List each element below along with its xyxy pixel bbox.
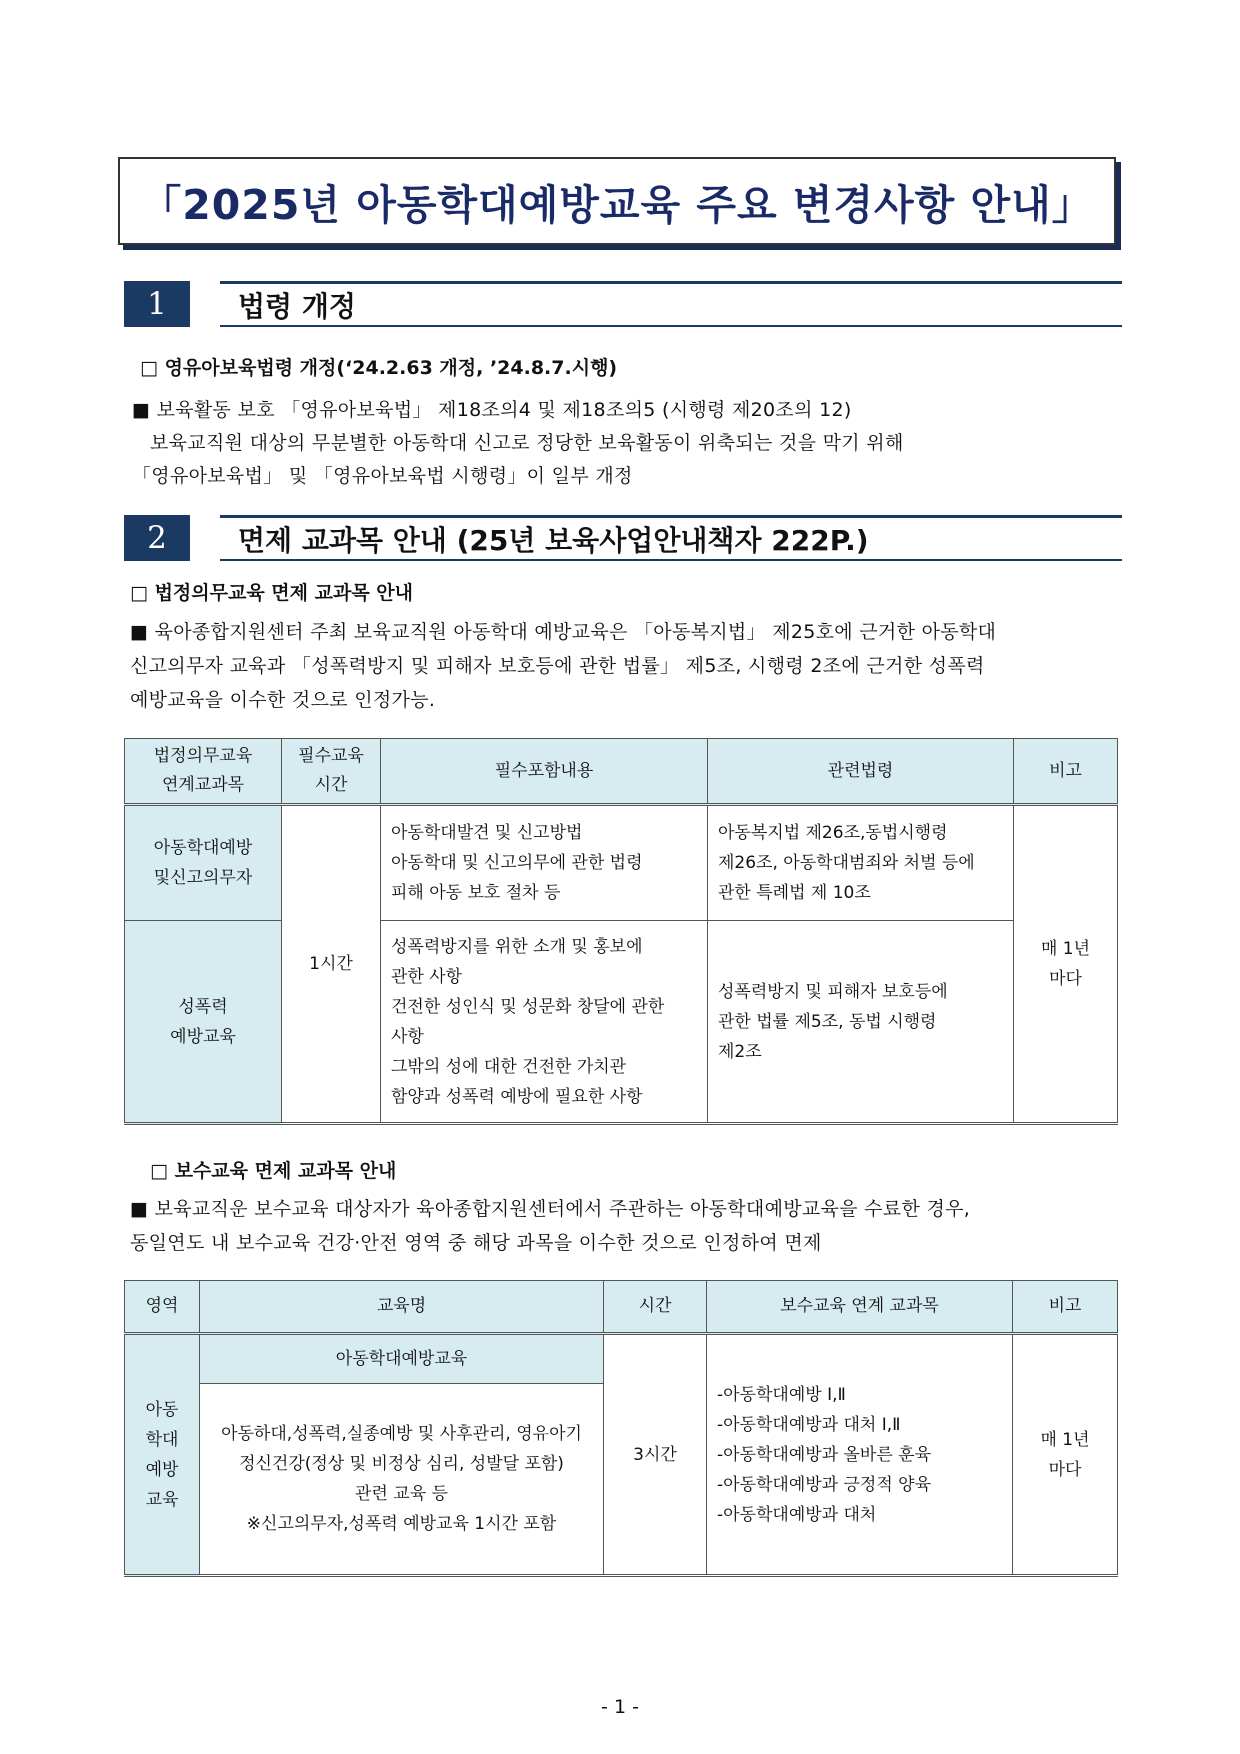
t2-linked-line: -아동학대예방 Ⅰ,Ⅱ (717, 1384, 846, 1405)
t2-header-area: 영역 (125, 1281, 200, 1334)
t2-note-line: 마다 (1048, 1459, 1082, 1480)
para1-line1-text: ■ 육아종합지원센터 주최 보육교직원 아동학대 예방교육은 「아동복지법」 제25호에 근거한 아동학대 (130, 621, 997, 643)
section-1-title: 법령 개정 (238, 290, 356, 323)
t1-row2-content-line: 사항 (391, 1026, 424, 1047)
section-1-line-3: 「영유아보육법」 및 「영유아보육법 시행령」이 일부 개정 (132, 465, 633, 487)
t2-header-note: 비고 (1013, 1281, 1118, 1334)
t2-note (1013, 1334, 1118, 1576)
t1-row2-content-line: 건전한 성인식 및 성문화 창달에 관한 (391, 996, 665, 1017)
t1-row1-subject-line: 아동학대예방 (153, 838, 253, 858)
t1-note (1014, 805, 1118, 1124)
t1-row2-content-line: 성폭력방지를 위한 소개 및 홍보에 (391, 936, 643, 957)
t1-header-note: 비고 (1014, 739, 1118, 805)
t2-area-line: 교육 (145, 1489, 179, 1510)
t2-linked-line: -아동학대예방과 올바른 훈육 (717, 1444, 932, 1465)
t1-row2-subject-line: 예방교육 (170, 1026, 236, 1047)
t1-header-content: 필수포함내용 (381, 739, 708, 805)
section-1-header (124, 281, 1122, 327)
t1-header-subject-line1: 법정의무교육 (153, 746, 253, 766)
t1-header-time-line1: 필수교육 (298, 746, 364, 766)
t2-area-line: 아동 (145, 1399, 179, 1420)
t1-row2-subject (125, 921, 282, 1124)
t2-area (125, 1334, 200, 1576)
t2-linked (707, 1334, 1013, 1576)
t2-area-line: 학대 (145, 1429, 179, 1450)
t1-row1-content (381, 805, 708, 921)
t2-edu-desc (200, 1384, 604, 1576)
t2-edu-desc-line: 관련 교육 등 (355, 1484, 448, 1504)
table-row (125, 921, 1118, 1124)
section-2-sub1: □ 법정의무교육 면제 교과목 안내 (130, 582, 414, 604)
section-2-para1-line3: 예방교육을 이수한 것으로 인정가능. (130, 689, 436, 711)
section-2-header (124, 515, 1122, 561)
t1-row1-content-line: 아동학대 및 신고의무에 관한 법령 (391, 853, 643, 873)
t2-linked-line: -아동학대예방과 대처 (717, 1504, 877, 1525)
table-mandatory-education (124, 738, 1118, 1125)
t2-area-line: 예방 (145, 1459, 179, 1480)
t1-header-subject-line2: 연계교과목 (161, 775, 245, 795)
t2-header-time: 시간 (604, 1281, 707, 1334)
t1-row1-content-line: 피해 아동 보호 절차 등 (391, 883, 561, 903)
table-row (125, 1334, 1118, 1384)
section-2-para1-line2: 신고의무자 교육과 「성폭력방지 및 피해자 보호등에 관한 법률」 제5조, 시행령 2조에 근거한 성폭력 (130, 655, 985, 677)
t1-row2-subject-line: 성폭력 (178, 996, 228, 1017)
t1-row2-content (381, 921, 708, 1124)
t2-header-linked: 보수교육 연계 교과목 (707, 1281, 1013, 1334)
t1-header-subject (125, 739, 282, 805)
t1-row2-law-line: 관한 법률 제5조, 동법 시행령 (718, 1011, 937, 1032)
t1-row1-law-line: 관한 특례법 제 10조 (718, 883, 871, 903)
table-row (125, 805, 1118, 921)
section-2-sub2: □ 보수교육 면제 교과목 안내 (150, 1160, 397, 1182)
t2-edu-title: 아동학대예방교육 (200, 1334, 604, 1384)
section-1-line-2: 보육교직원 대상의 무분별한 아동학대 신고로 정당한 보육활동이 위축되는 것을 막기 위해 (150, 432, 904, 454)
section-1-number: 1 (124, 281, 190, 327)
t2-edu-desc-line: 정신건강(정상 및 비정상 심리, 성발달 포함) (239, 1454, 564, 1474)
t1-header-time (282, 739, 381, 805)
t1-header-law: 관련법령 (708, 739, 1014, 805)
title-box (118, 157, 1116, 245)
section-2-para1-line1 (130, 616, 1128, 649)
page-number: - 1 - (601, 1696, 639, 1718)
t1-row2-law-line: 성폭력방지 및 피해자 보호등에 (718, 981, 948, 1002)
section-1-line-1: ■ 보육활동 보호 「영유아보육법」 제18조의4 및 제18조의5 (시행령 제20조의 12) (132, 399, 852, 421)
t2-edu-desc-line: ※신고의무자,성폭력 예방교육 1시간 포함 (246, 1514, 557, 1534)
t1-note-line: 매 1년 (1040, 939, 1091, 959)
t2-time: 3시간 (604, 1334, 707, 1576)
section-2-number: 2 (124, 515, 190, 561)
t1-time: 1시간 (282, 805, 381, 1124)
t1-row2-content-line: 함양과 성폭력 예방에 필요한 사항 (391, 1086, 643, 1107)
t1-note-line: 마다 (1049, 969, 1082, 989)
page-title: 「2025년 아동학대예방교육 주요 변경사항 안내」 (140, 180, 1094, 229)
t1-row2-content-line: 관한 사항 (391, 966, 463, 987)
t2-note-line: 매 1년 (1040, 1429, 1090, 1450)
table-continuing-education (124, 1280, 1118, 1577)
section-2-para2-line2: 동일연도 내 보수교육 건강·안전 영역 중 해당 과목을 이수한 것으로 인정하여 면제 (130, 1232, 822, 1254)
section-1-subheading: □ 영유아보육법령 개정(‘24.2.63 개정, ’24.8.7.시행) (140, 357, 618, 379)
t1-row1-law (708, 805, 1014, 921)
t1-row2-law-line: 제2조 (718, 1041, 762, 1062)
section-2-title: 면제 교과목 안내 (25년 보육사업안내책자 222P.) (238, 524, 869, 557)
t1-row1-subject-line: 및신고의무자 (153, 868, 253, 888)
t2-linked-line: -아동학대예방과 대처 Ⅰ,Ⅱ (717, 1414, 901, 1435)
t1-row1-law-line: 아동복지법 제26조,동법시행령 (718, 823, 948, 843)
t1-row1-subject (125, 805, 282, 921)
t1-header-time-line2: 시간 (314, 775, 348, 795)
t1-row1-content-line: 아동학대발견 및 신고방법 (391, 823, 583, 843)
t1-row2-content-line: 그밖의 성에 대한 건전한 가치관 (391, 1056, 627, 1077)
t2-header-name: 교육명 (200, 1281, 604, 1334)
t1-row2-law (708, 921, 1014, 1124)
t1-row1-law-line: 제26조, 아동학대범죄와 처벌 등에 (718, 853, 975, 873)
section-2-para2-line1: ■ 보육교직운 보수교육 대상자가 육아종합지원센터에서 주관하는 아동학대예방교육을 수료한 경우, (130, 1198, 971, 1220)
t2-linked-line: -아동학대예방과 긍정적 양육 (717, 1474, 932, 1495)
t2-edu-desc-line: 아동하대,성폭력,실종예방 및 사후관리, 영유아기 (221, 1424, 582, 1444)
